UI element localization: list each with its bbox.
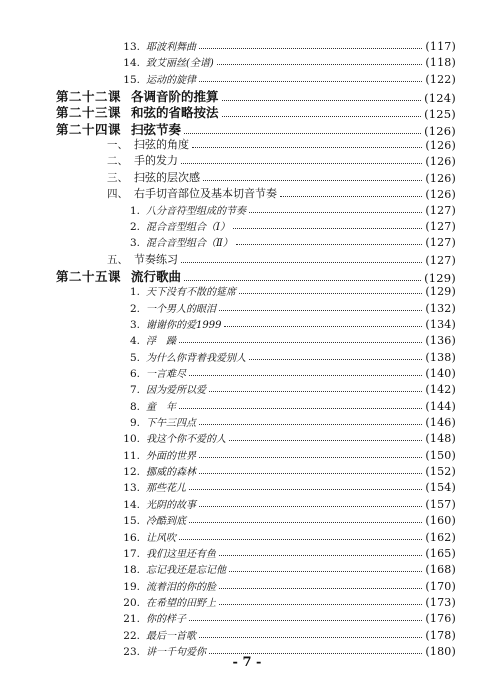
toc-title: 忘记我还是忘记他 <box>146 565 226 577</box>
dot-leader <box>189 488 422 490</box>
dot-leader <box>199 47 422 49</box>
toc-title: 一个男人的眼泪 <box>146 303 216 315</box>
toc-title: 因为爱所以爱 <box>146 385 206 397</box>
toc-entry-row <box>118 283 456 298</box>
toc-title: 扫弦的层次感 <box>134 170 200 184</box>
toc-entry-row <box>118 578 456 593</box>
toc-label <box>102 251 178 267</box>
toc-page-number: (127) <box>425 253 456 267</box>
toc-page-number: (125) <box>424 107 456 122</box>
toc-number: 19. <box>123 580 140 593</box>
toc-label <box>56 103 219 121</box>
toc-section-row <box>102 251 456 267</box>
dot-leader <box>184 279 421 281</box>
dot-leader <box>233 227 422 229</box>
toc-number: 15. <box>123 515 140 528</box>
toc-number: 1. <box>129 204 140 217</box>
toc-title: 混合音型组合（Ⅱ） <box>146 238 233 250</box>
toc-number: 3. <box>129 318 140 331</box>
toc-label <box>118 316 221 331</box>
toc-title: 你的样子 <box>146 614 186 626</box>
toc-title: 让风吹 <box>146 532 176 544</box>
toc-page-number: (127) <box>425 203 456 217</box>
toc-section-row <box>102 152 456 168</box>
toc-page-number: (126) <box>425 188 456 202</box>
toc-entry-row <box>118 234 456 249</box>
toc-entry-row <box>118 300 456 315</box>
toc-number: 四、 <box>107 188 128 201</box>
toc-page-number: (132) <box>425 301 456 315</box>
toc-label <box>56 267 181 285</box>
toc-page-number: (138) <box>425 350 456 364</box>
toc-label <box>118 381 206 396</box>
toc-entry-row <box>118 54 456 69</box>
toc-title: 光阴的故事 <box>146 499 196 511</box>
toc-page-number: (124) <box>424 91 456 106</box>
toc-section-row <box>102 136 456 152</box>
toc-title: 为什么你背着我爱别人 <box>146 352 246 364</box>
toc-label <box>118 545 216 560</box>
toc-label <box>118 202 246 217</box>
toc-title: 各调音阶的推算 <box>131 89 219 105</box>
toc-number: 17. <box>123 547 140 560</box>
toc-number: 15. <box>123 73 140 86</box>
toc-label <box>118 512 186 527</box>
toc-title: 和弦的省略按法 <box>131 105 219 121</box>
toc-page-number: (146) <box>425 416 456 430</box>
toc-number: 五、 <box>107 253 128 266</box>
toc-page-number: (126) <box>425 155 456 169</box>
toc-number: 1. <box>129 286 140 299</box>
toc-entry-row <box>118 398 456 413</box>
toc-label <box>118 54 214 69</box>
toc-page-number: (134) <box>425 317 456 331</box>
toc-label <box>118 479 186 494</box>
dot-leader <box>219 587 422 589</box>
toc-page-number: (118) <box>425 56 456 70</box>
dot-leader <box>217 63 423 65</box>
toc-label <box>118 398 176 413</box>
dot-leader <box>189 619 422 621</box>
toc-page-number: (152) <box>425 465 456 479</box>
toc-number: 7. <box>129 384 140 397</box>
toc-label <box>102 169 200 185</box>
toc-title: 八分音符型组成的节奏 <box>146 205 246 217</box>
dot-leader <box>192 146 422 148</box>
dot-leader <box>199 456 422 458</box>
toc-label <box>56 87 219 105</box>
toc-label <box>118 234 233 249</box>
toc-lesson-row <box>56 267 456 285</box>
dot-leader <box>239 292 422 294</box>
toc-label <box>118 38 196 53</box>
dot-leader <box>209 390 422 392</box>
toc-title: 致艾丽丝(全谱) <box>146 58 214 70</box>
dot-leader <box>199 423 422 425</box>
toc-entry-row <box>118 349 456 364</box>
toc-entry-row <box>118 218 456 233</box>
toc-label <box>102 136 189 152</box>
toc-title: 我们这里还有鱼 <box>146 548 216 560</box>
toc-entry-row <box>118 430 456 445</box>
toc-title: 谢谢你的爱1999 <box>146 319 222 331</box>
toc-title: 外面的世界 <box>146 450 196 462</box>
toc-number: 6. <box>129 368 140 380</box>
toc-page-number: (150) <box>425 448 456 462</box>
toc-page-number: (117) <box>425 40 456 53</box>
toc-title: 下午三四点 <box>146 418 196 430</box>
toc-number: 第二十五课 <box>56 268 122 284</box>
toc-number: 5. <box>129 351 140 364</box>
toc-entry-row <box>118 529 456 544</box>
toc-title: 耶波利舞曲 <box>146 42 196 53</box>
toc-label <box>102 152 178 168</box>
toc-page-number: (129) <box>425 285 456 299</box>
toc-title: 天下没有不散的筵席 <box>146 287 236 299</box>
toc-entry-row <box>118 447 456 462</box>
toc-page-number: (157) <box>425 497 456 511</box>
toc-page-number: (180) <box>425 644 456 658</box>
toc-title: 最后一首歌 <box>146 630 196 642</box>
toc-number: 10. <box>123 433 140 446</box>
dot-leader <box>219 603 422 605</box>
dot-leader <box>189 521 422 523</box>
toc-title: 在希望的田野上 <box>146 597 216 609</box>
toc-page-number: (154) <box>425 481 456 495</box>
toc-number: 23. <box>123 645 140 658</box>
toc-entry-row <box>118 479 456 494</box>
toc-label <box>118 414 196 429</box>
toc-page-number: (127) <box>425 219 456 233</box>
page-number-footer: - 7 - <box>232 655 262 670</box>
toc-number: 9. <box>129 417 140 430</box>
toc-number: 第二十三课 <box>56 105 122 121</box>
dot-leader <box>236 243 423 245</box>
dot-leader <box>179 407 422 409</box>
toc-page-number: (127) <box>425 236 456 250</box>
toc-title: 扫弦节奏 <box>131 121 182 137</box>
toc-entry-row <box>118 594 456 609</box>
toc-label <box>118 463 196 478</box>
toc-label <box>118 447 196 462</box>
dot-leader <box>179 341 422 343</box>
toc-number: 13. <box>123 482 140 495</box>
toc-title: 童 年 <box>146 401 176 413</box>
toc-number: 14. <box>123 498 140 511</box>
toc-entry-row <box>118 561 456 576</box>
toc-entry-row <box>118 381 456 396</box>
toc-page-number: (136) <box>425 334 456 348</box>
toc-number: 12. <box>123 466 140 479</box>
toc-label <box>118 561 226 576</box>
dot-leader <box>249 358 422 360</box>
toc-entry-row <box>118 496 456 511</box>
dot-leader <box>199 636 422 638</box>
toc-number: 8. <box>129 400 140 413</box>
toc-number: 16. <box>123 531 140 544</box>
dot-leader <box>199 505 422 507</box>
toc-entry-row <box>118 38 456 53</box>
toc-number: 一、 <box>107 139 128 152</box>
toc-page-number: (126) <box>425 171 456 185</box>
toc-label <box>118 365 186 380</box>
dot-leader <box>249 211 422 213</box>
toc-title: 那些花儿 <box>146 483 186 495</box>
toc-page-number: (142) <box>425 383 456 397</box>
toc-number: 20. <box>123 596 140 609</box>
toc-number: 2. <box>129 302 140 315</box>
toc-title: 混合音型组合（Ⅰ） <box>146 221 230 233</box>
dot-leader <box>179 538 422 540</box>
dot-leader <box>181 162 422 164</box>
toc-label <box>118 430 226 445</box>
toc-title: 节奏练习 <box>134 252 178 266</box>
toc-page-number: (173) <box>425 595 456 609</box>
toc-label <box>118 594 216 609</box>
dot-leader <box>224 325 422 327</box>
toc-entry-row <box>118 545 456 560</box>
toc-section-row <box>102 169 456 185</box>
dot-leader <box>203 179 422 181</box>
toc-entry-row <box>118 627 456 642</box>
toc-lesson-row <box>56 120 456 138</box>
toc-label <box>118 349 246 364</box>
toc-title: 流行歌曲 <box>131 268 182 284</box>
toc-number: 21. <box>123 613 140 626</box>
dot-leader <box>181 261 422 263</box>
toc-title: 讲一千句爱你 <box>146 646 206 658</box>
toc-number: 4. <box>129 335 140 348</box>
toc-page-number: (122) <box>425 72 456 86</box>
toc-number: 3. <box>129 237 140 250</box>
toc-title: 运动的旋律 <box>146 74 196 86</box>
toc-label <box>118 283 236 298</box>
toc-number: 2. <box>129 220 140 233</box>
toc-title: 浮 躁 <box>146 336 176 348</box>
toc-title: 一言难尽 <box>146 369 186 380</box>
toc-number: 11. <box>123 449 140 462</box>
toc-title: 右手切音部位及基本切音节奏 <box>134 187 277 201</box>
dot-leader <box>184 132 421 134</box>
toc-title: 扫弦的角度 <box>134 138 189 152</box>
toc-lesson-row <box>56 87 456 105</box>
toc-entry-row <box>118 316 456 331</box>
toc-label <box>118 218 230 233</box>
toc-label <box>118 529 176 544</box>
toc-entry-row <box>118 512 456 527</box>
toc-entry-row <box>118 610 456 625</box>
dot-leader <box>222 115 422 117</box>
dot-leader <box>189 374 422 376</box>
toc-page-number: (144) <box>425 399 456 413</box>
dot-leader <box>199 472 422 474</box>
toc-number: 三、 <box>107 171 128 184</box>
toc-label <box>118 627 196 642</box>
dot-leader <box>229 439 422 441</box>
toc-title: 冷酷到底 <box>146 516 186 528</box>
toc-number: 22. <box>123 629 140 642</box>
toc-label <box>118 610 186 625</box>
toc-title: 手的发力 <box>134 154 178 168</box>
toc-page-number: (170) <box>425 579 456 593</box>
toc-section-row <box>102 185 456 201</box>
toc-label <box>102 185 277 201</box>
toc-page-number: (165) <box>425 546 456 560</box>
toc-page-number: (162) <box>425 530 456 544</box>
dot-leader <box>280 195 422 197</box>
dot-leader <box>219 309 422 311</box>
toc-page-number: (178) <box>425 628 456 642</box>
toc-entry-row <box>118 365 456 380</box>
toc-number: 二、 <box>107 155 128 168</box>
toc-title: 挪威的森林 <box>146 467 196 479</box>
toc-entry-row <box>118 463 456 478</box>
dot-leader <box>209 652 422 654</box>
dot-leader <box>222 99 422 101</box>
dot-leader <box>199 80 422 82</box>
toc-entry-row <box>118 71 456 86</box>
toc-number: 14. <box>123 57 140 70</box>
toc-number: 第二十四课 <box>56 121 122 137</box>
toc-label <box>118 300 216 315</box>
dot-leader <box>229 570 422 572</box>
toc-page-number: (129) <box>424 270 456 285</box>
toc-label <box>118 496 196 511</box>
toc-entry-row <box>118 332 456 347</box>
toc-lesson-row <box>56 103 456 121</box>
toc-entry-row <box>118 414 456 429</box>
toc-number: 18. <box>123 564 140 577</box>
toc-page-number: (140) <box>425 367 456 380</box>
toc-title: 流着泪的你的脸 <box>146 581 216 593</box>
toc-page-number: (148) <box>425 432 456 446</box>
toc-label <box>56 120 181 138</box>
toc-page-number: (176) <box>425 612 456 626</box>
toc-entry-row <box>118 202 456 217</box>
toc-label <box>118 578 216 593</box>
toc-page-number: (160) <box>425 514 456 528</box>
toc-number: 13. <box>123 41 140 53</box>
toc-page-number: (168) <box>425 563 456 577</box>
toc-number: 第二十二课 <box>56 89 122 105</box>
toc-label <box>118 71 196 86</box>
toc-page-number: (126) <box>425 139 456 153</box>
dot-leader <box>219 554 422 556</box>
toc-page-number: (126) <box>424 123 456 138</box>
toc-label <box>118 332 176 347</box>
toc-title: 我这个你不爱的人 <box>146 434 226 446</box>
